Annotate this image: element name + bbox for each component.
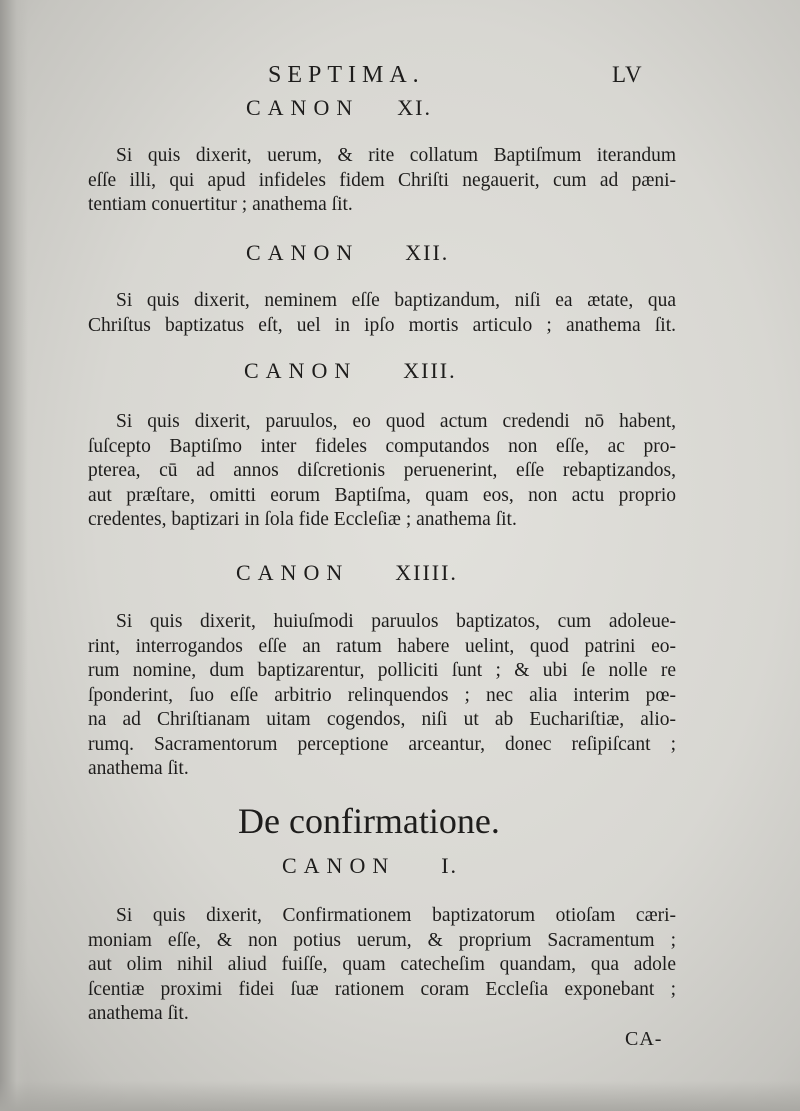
- catchword: CA-: [625, 1028, 663, 1050]
- canon-number: XII.: [405, 240, 450, 265]
- canon-number: XIIII.: [395, 560, 458, 585]
- paragraph-line: rint, interrogandos eſſe an ratum habere uelint, quod patrini eo-: [88, 635, 676, 657]
- canon-heading: [236, 560, 458, 586]
- paragraph-line: Si quis dixerit, Confirmationem baptizatorum otioſam cæri-: [116, 905, 676, 926]
- canon-paragraph: [88, 904, 676, 1027]
- canon-heading: [282, 853, 458, 879]
- paragraph-line: Si quis dixerit, uerum, & rite collatum Baptiſmum iterandum: [116, 145, 676, 166]
- paragraph-line: ſponderint, ſuo eſſe arbitrio relinquendos ; nec alia interim pœ-: [88, 684, 676, 706]
- canon-heading: [246, 95, 432, 121]
- paragraph-line: anathema ſit.: [88, 758, 189, 779]
- canon-heading: [246, 240, 449, 266]
- paragraph-line: credentes, baptizari in ſola fide Eccleſiæ ; anathema ſit.: [88, 509, 517, 530]
- canon-number: XIII.: [403, 358, 457, 383]
- paragraph-line: ſcentiæ proximi fidei ſuæ rationem coram Eccleſia exponebant ;: [88, 978, 676, 1000]
- canon-heading: [244, 358, 457, 384]
- canon-label: CANON: [236, 560, 350, 585]
- folio-number: LV: [612, 62, 643, 87]
- paragraph-line: moniam eſſe, & non potius uerum, & proprium Sacramentum ;: [88, 929, 676, 951]
- paragraph-line: pterea, cū ad annos diſcretionis peruenerint, eſſe rebaptizandos,: [88, 460, 676, 481]
- canon-label: CANON: [282, 853, 396, 878]
- canon-paragraph: [88, 610, 676, 782]
- paragraph-line: Chriſtus baptizatus eſt, uel in ipſo mortis articulo ; anathema ſit.: [88, 314, 676, 336]
- paragraph-line: eſſe illi, qui apud infideles fidem Chriſti negauerit, cum ad pæni-: [88, 169, 676, 191]
- page-bottom-shadow: [0, 1081, 800, 1111]
- canon-paragraph: [88, 410, 676, 533]
- page-gutter-shadow: [0, 0, 28, 1111]
- canon-paragraph: [88, 289, 676, 338]
- canon-label: CANON: [246, 95, 360, 120]
- section-title: De confirmatione.: [238, 801, 500, 841]
- paragraph-line: Si quis dixerit, paruulos, eo quod actum credendi nō habent,: [116, 411, 676, 432]
- paragraph-line: ſuſcepto Baptiſmo inter fideles computandos non eſſe, ac pro-: [88, 435, 676, 457]
- canon-paragraph: [88, 144, 676, 218]
- paragraph-line: aut olim nihil aliud fuiſſe, quam catecheſim quandam, qua adole: [88, 954, 676, 975]
- paragraph-line: Si quis dixerit, huiuſmodi paruulos baptizatos, cum adoleue-: [116, 611, 676, 632]
- paragraph-line: na ad Chriſtianam uitam cogendos, niſi ut ab Euchariſtiæ, alio-: [88, 709, 676, 730]
- canon-number: I.: [441, 853, 459, 878]
- paragraph-line: anathema ſit.: [88, 1003, 189, 1024]
- canon-label: CANON: [246, 240, 360, 265]
- paragraph-line: tentiam conuertitur ; anathema ſit.: [88, 194, 353, 215]
- paragraph-line: rumq. Sacramentorum perceptione arceantur, donec reſipiſcant ;: [88, 733, 676, 755]
- paragraph-line: rum nomine, dum baptizarentur, polliciti ſunt ; & ubi ſe nolle re: [88, 660, 676, 681]
- paragraph-line: Si quis dixerit, neminem eſſe baptizandum, niſi ea ætate, qua: [116, 290, 676, 311]
- canon-label: CANON: [244, 358, 358, 383]
- running-head: SEPTIMA.: [268, 62, 425, 88]
- paragraph-line: aut præſtare, omitti eorum Baptiſma, quam eos, non actu proprio: [88, 484, 676, 506]
- canon-number: XI.: [397, 95, 432, 120]
